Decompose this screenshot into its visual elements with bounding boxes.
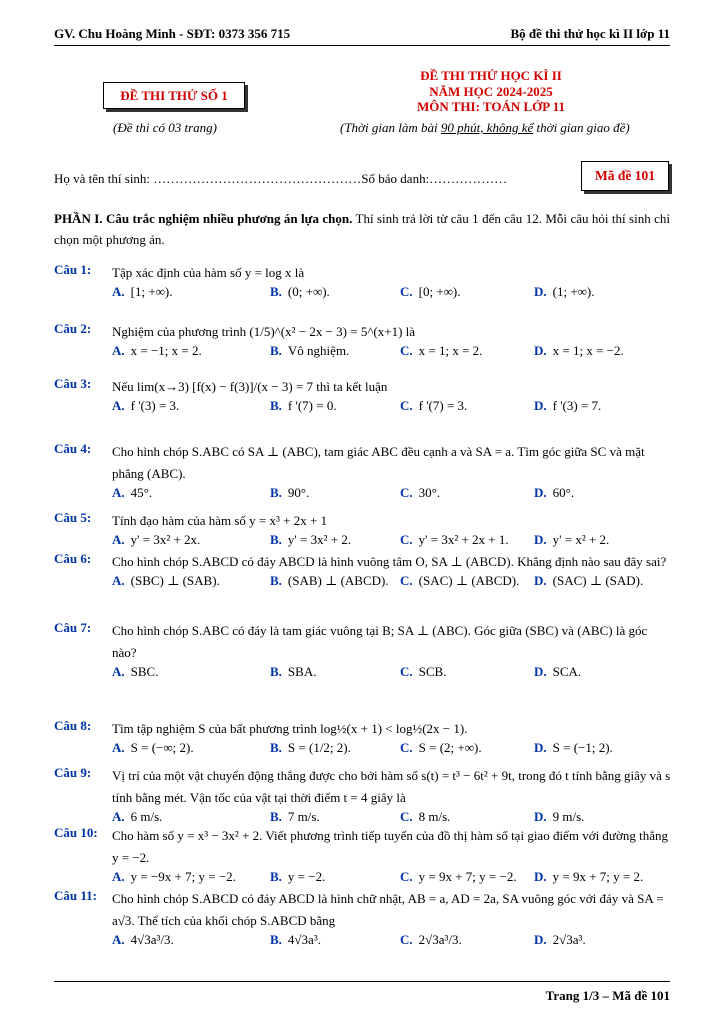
answer-option-b[interactable] [270,532,351,548]
question-text: Tập xác định của hàm số y = log x là [112,265,305,280]
option-key: C. [400,284,413,299]
option-text: (1; +∞). [552,284,595,299]
answer-option-b[interactable] [270,740,351,756]
answer-option-c[interactable] [400,573,519,589]
answer-option-a[interactable] [112,869,236,885]
answer-options [112,869,672,889]
option-key: C. [400,809,413,824]
option-text: (SAC) ⊥ (SAD). [552,573,644,588]
option-text: y = −2. [287,869,326,884]
question-text: Nghiệm của phương trình (1/5)^(x² − 2x − 3) = 5^(x+1) là [112,324,416,339]
exam-title-3: MÔN THI: TOÁN LỚP 11 [416,99,566,114]
option-text: S = (2; +∞). [418,740,482,755]
exam-code-box: Mã đề 101 [581,161,669,191]
time-note: (Thời gian làm bài 90 phút, không kể thời gian giao đề) [340,120,630,135]
option-text: 7 m/s. [287,809,320,824]
option-key: A. [112,343,125,358]
question-number: Câu 9: [54,765,92,780]
option-text: (0; +∞). [287,284,330,299]
page-header [54,24,670,46]
option-text: SBC. [130,664,159,679]
option-key: D. [534,573,547,588]
option-key: D. [534,485,547,500]
option-key: D. [534,398,547,413]
option-key: A. [112,809,125,824]
option-text: x = −1; x = 2. [130,343,202,358]
option-text: y' = x² + 2. [552,532,610,547]
option-key: B. [270,485,282,500]
answer-options [112,398,672,418]
answer-option-c[interactable] [400,869,517,885]
answer-option-a[interactable] [112,740,194,756]
part1-instructions: PHẦN I. Câu trắc nghiệm nhiều phương án lựa chọn. Thí sinh trả lời từ câu 1 đến câu 12. Mỗi câu hỏi thí sinh chỉ chọn một phương án. [54,211,670,247]
answer-option-a[interactable] [112,398,179,414]
option-text: x = 1; x = −2. [552,343,624,358]
option-key: B. [270,398,282,413]
option-text: S = (−∞; 2). [130,740,194,755]
option-text: SCA. [552,664,582,679]
pages-note: (Đề thi có 03 trang) [113,120,217,135]
answer-option-b[interactable] [270,869,325,885]
question-11 [54,888,672,952]
option-text: S = (−1; 2). [552,740,613,755]
option-key: B. [270,932,282,947]
question-number: Câu 2: [54,321,92,336]
option-text: [0; +∞). [418,284,461,299]
option-text: 90°. [287,485,310,500]
option-key: C. [400,532,413,547]
option-key: D. [534,343,547,358]
answer-options [112,573,672,593]
question-2 [54,321,672,363]
option-text: 4√3a³/3. [130,932,174,947]
answer-options [112,485,672,505]
option-text: 2√3a³. [552,932,586,947]
option-key: A. [112,485,125,500]
question-text: Cho hình chóp S.ABCD có đáy ABCD là hình chữ nhật, AB = a, AD = 2a, SA vuông góc với đáy và SA = a√3. Thể tích của khối chóp S.ABCD bằng [112,891,664,928]
exam-title-1: ĐỀ THI THỬ HỌC KÌ II [420,68,562,83]
answer-option-c[interactable] [400,284,461,300]
answer-option-c[interactable] [400,485,440,501]
answer-options [112,664,672,684]
option-text: SCB. [418,664,447,679]
answer-option-b[interactable] [270,664,316,680]
answer-option-d[interactable] [534,284,595,300]
option-key: C. [400,485,413,500]
question-number: Câu 4: [54,441,92,456]
option-key: B. [270,664,282,679]
question-5 [54,510,672,552]
question-text: Cho hình chóp S.ABC có SA ⊥ (ABC), tam giác ABC đều cạnh a và SA = a. Tìm góc giữa SC và mặt phẳng (ABC). [112,444,645,481]
question-1 [54,262,672,304]
option-text: y = 9x + 7; y = 2. [552,869,644,884]
option-key: B. [270,343,282,358]
option-text: SBA. [287,664,317,679]
question-7 [54,620,672,684]
answer-option-b[interactable] [270,398,337,414]
option-key: B. [270,740,282,755]
option-key: A. [112,932,125,947]
option-text: f '(7) = 0. [287,398,337,413]
option-text: 30°. [418,485,441,500]
question-number: Câu 3: [54,376,92,391]
option-text: (SAC) ⊥ (ABCD). [418,573,520,588]
question-text: Cho hình chóp S.ABCD có đáy ABCD là hình vuông tâm O, SA ⊥ (ABCD). Khẳng định nào sau đây sai? [112,554,667,569]
answer-option-c[interactable] [400,740,482,756]
option-key: A. [112,284,125,299]
option-text: [1; +∞). [130,284,173,299]
option-text: f '(7) = 3. [418,398,468,413]
option-key: C. [400,664,413,679]
option-text: 9 m/s. [552,809,585,824]
exam-label-box: ĐỀ THI THỬ SỐ 1 [103,82,245,109]
answer-option-d[interactable] [534,532,609,548]
option-key: B. [270,532,282,547]
option-key: B. [270,809,282,824]
answer-option-a[interactable] [112,573,220,589]
answer-option-d[interactable] [534,932,586,948]
option-text: x = 1; x = 2. [418,343,483,358]
answer-option-b[interactable] [270,573,389,589]
answer-option-a[interactable] [112,932,174,948]
option-key: A. [112,664,125,679]
answer-option-c[interactable] [400,532,509,548]
question-number: Câu 10: [54,825,98,840]
option-text: y' = 3x² + 2x + 1. [418,532,509,547]
option-key: B. [270,284,282,299]
option-key: C. [400,398,413,413]
candidate-line: Họ và tên thí sinh: …………………………………………Số báo danh:……………… [54,171,508,186]
option-key: D. [534,532,547,547]
answer-option-a[interactable] [112,532,200,548]
option-text: f '(3) = 7. [552,398,602,413]
option-key: A. [112,869,125,884]
option-key: C. [400,573,413,588]
option-text: y = 9x + 7; y = −2. [418,869,517,884]
page-footer [54,981,670,1011]
answer-option-c[interactable] [400,809,450,825]
answer-option-d[interactable] [534,398,601,414]
exam-title-2: NĂM HỌC 2024-2025 [429,83,553,99]
question-text: Vị trí của một vật chuyển động thẳng được cho bởi hàm số s(t) = t³ − 6t² + 9t, trong đó t tính bằng giây và s tính bằng mét. Vận tốc của vật tại thời điểm t = 4 giây là [112,768,671,805]
answer-option-a[interactable] [112,284,173,300]
answer-option-b[interactable] [270,932,321,948]
option-text: y' = 3x² + 2. [287,532,352,547]
question-3 [54,376,672,418]
question-6 [54,551,672,593]
answer-option-a[interactable] [112,664,158,680]
option-text: y' = 3x² + 2x. [130,532,201,547]
answer-option-a[interactable] [112,485,152,501]
option-key: C. [400,869,413,884]
option-text: (SAB) ⊥ (ABCD). [287,573,389,588]
option-key: D. [534,932,547,947]
answer-options [112,932,672,952]
answer-option-d[interactable] [534,573,643,589]
option-key: D. [534,809,547,824]
question-text: Cho hàm số y = x³ − 3x² + 2. Viết phương trình tiếp tuyến của đồ thị hàm số tại giao điểm với đường thẳng y = −2. [112,828,668,865]
question-text: Tìm tập nghiệm S của bất phương trình log½(x + 1) < log½(2x − 1). [112,721,468,736]
answer-option-b[interactable] [270,809,320,825]
option-text: 6 m/s. [130,809,163,824]
question-text: Cho hình chóp S.ABC có đáy là tam giác vuông tại B; SA ⊥ (ABC). Góc giữa (SBC) và (ABC) là góc nào? [112,623,648,660]
option-text: 8 m/s. [418,809,451,824]
answer-option-c[interactable] [400,343,482,359]
answer-options [112,343,672,363]
question-4 [54,441,672,505]
question-8 [54,718,672,760]
option-key: A. [112,398,125,413]
question-number: Câu 8: [54,718,92,733]
answer-option-d[interactable] [534,869,643,885]
option-text: y = −9x + 7; y = −2. [130,869,236,884]
question-9 [54,765,672,829]
answer-option-a[interactable] [112,809,162,825]
question-number: Câu 5: [54,510,92,525]
answer-option-a[interactable] [112,343,202,359]
footer-page: Trang 1/3 – Mã đề 101 [545,988,670,1003]
question-text: Tính đạo hàm của hàm số y = x³ + 2x + 1 [112,513,328,528]
option-key: C. [400,343,413,358]
option-text: 60°. [552,485,575,500]
option-text: 45°. [130,485,153,500]
header-series: Bộ đề thi thử học kì II lớp 11 [510,26,670,41]
question-10 [54,825,672,889]
question-number: Câu 11: [54,888,97,903]
option-text: S = (1/2; 2). [287,740,351,755]
answer-option-b[interactable] [270,343,349,359]
option-text: (SBC) ⊥ (SAB). [130,573,220,588]
answer-option-d[interactable] [534,740,613,756]
option-key: D. [534,869,547,884]
option-text: 4√3a³. [287,932,321,947]
answer-option-d[interactable] [534,664,581,680]
option-key: C. [400,740,413,755]
answer-option-c[interactable] [400,932,462,948]
question-number: Câu 7: [54,620,92,635]
option-key: D. [534,284,547,299]
answer-option-d[interactable] [534,485,574,501]
answer-option-c[interactable] [400,664,446,680]
question-text: Nếu lim(x→3) [f(x) − f(3)]/(x − 3) = 7 thì ta kết luận [112,379,388,394]
answer-option-b[interactable] [270,284,330,300]
option-key: D. [534,664,547,679]
option-key: B. [270,869,282,884]
option-text: Vô nghiệm. [287,343,350,358]
option-text: f '(3) = 3. [130,398,180,413]
header-teacher: GV. Chu Hoàng Minh - SĐT: 0373 356 715 [54,26,291,41]
question-number: Câu 1: [54,262,92,277]
option-key: B. [270,573,282,588]
option-key: A. [112,532,125,547]
question-number: Câu 6: [54,551,92,566]
option-key: C. [400,932,413,947]
answer-option-d[interactable] [534,809,584,825]
answer-option-b[interactable] [270,485,309,501]
answer-option-d[interactable] [534,343,624,359]
answer-options [112,740,672,760]
option-text: 2√3a³/3. [418,932,462,947]
option-key: A. [112,573,125,588]
answer-option-c[interactable] [400,398,467,414]
answer-options [112,284,672,304]
exam-titles [360,68,622,115]
answer-options [112,532,672,552]
option-key: A. [112,740,125,755]
option-key: D. [534,740,547,755]
